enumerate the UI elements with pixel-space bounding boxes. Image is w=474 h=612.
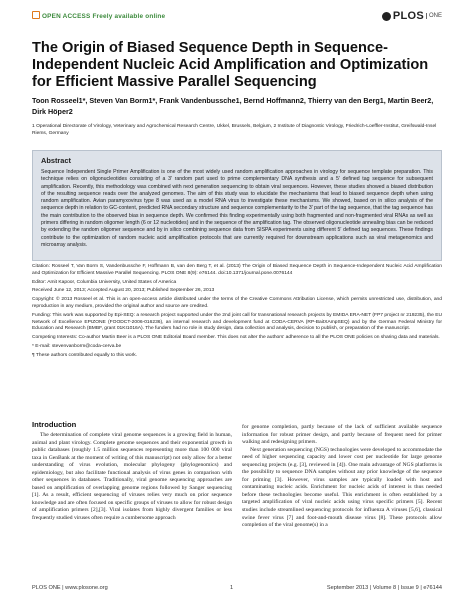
introduction-heading: Introduction	[32, 420, 77, 429]
article-title: The Origin of Biased Sequence Depth in Sequence-Independent Nucleic Acid Amplification and Optimization for Efficient Massive Parallel Sequencing	[32, 40, 429, 90]
introduction-left-column	[32, 432, 232, 523]
footer-issue: September 2013 | Volume 8 | Issue 9 | e76144	[326, 585, 442, 591]
competing-interests: Competing Interests: Co-author Martin Beer is a PLOS ONE Editorial Board member. This does not alter the authors' adherence to all the PLOS ONE policies on sharing data and materials.	[32, 335, 440, 341]
affiliations: 1 Operational Directorate of Virology, Veterinary and Agrochemical Research Centre, Ukkel, Brussels, Belgium, 2 Institute of Diagnostic Virology, Friedrich-Loeffler-Institut, Greifswald-Insel Riems, Germany	[32, 124, 437, 137]
intro-paragraph-2: Next generation sequencing (NGS) technologies were developed to accommodate the need of higher sequencing capacity and lower cost per nucleotide for large genome sequencing projects (e.g. [3], reviewed in [4]). One main advantage of NGS platforms is the possibility to sequence DNA samples without any prior knowledge of the sequence for priming [3]. However, virus samples are typically loaded with host and contaminating nucleic acids. Enrichment for nucleic acids of interest is thus needed before these technologies become useful. This enrichment is often established by a targeted amplification of viral nucleic acids using virus specific primers [5]. Recent studies include streamlined sequencing protocols for influenza A viruses [5,6], classical swine fever virus [7] and foot-and-mouth disease virus [8]. These protocols allow completion of the viral genome(s) in a	[242, 446, 442, 529]
editor: Editor: Amit Kapoor, Columbia University, United States of America	[32, 279, 177, 285]
citation: Citation: Rosseel T, Van Borm S, Vandenbussche F, Hoffmann B, van den Berg T, et al. (2013) The Origin of Biased Sequence Depth in Sequence-Independent Nucleic Acid Amplification and Optimization for Efficient Massive Parallel Sequencing. PLOS ONE 8(9): e76144. doi:10.1371/journal.pone.0076144	[32, 264, 442, 276]
plos-logo-sub: ONE	[426, 13, 442, 19]
corresponding-email[interactable]: * E-mail: stevenvanborm@coda-cerva.be	[32, 343, 122, 349]
dates: Received June 12, 2013; Accepted August 20, 2013; Published September 26, 2013	[32, 288, 215, 294]
open-access-lock-icon	[32, 11, 40, 19]
plos-one-logo	[382, 10, 442, 22]
abstract-box	[32, 150, 442, 261]
open-access-banner	[32, 11, 165, 20]
equal-contribution-note: ¶ These authors contributed equally to this work.	[32, 352, 138, 358]
plos-logo-word: PLOS	[392, 10, 424, 22]
author-list: Toon Rosseel1*, Steven Van Borm1*, Frank Vandenbussche1, Bernd Hoffmann2, Thierry van den Berg1, Martin Beer2, Dirk Höper2	[32, 96, 434, 116]
plos-logo-icon	[382, 12, 391, 21]
introduction-right-column	[242, 424, 442, 530]
abstract-heading: Abstract	[41, 156, 71, 165]
article-metadata	[32, 264, 442, 362]
intro-paragraph-1-cont: for genome completion, partly because of the lack of sufficient available sequence information for robust primer design, and partly because of frequent need for primer walking and redesigning primers.	[242, 424, 442, 446]
page-footer	[32, 585, 442, 595]
funding: Funding: This work was supported by Epi-SEQ: a research project supported under the 2nd joint call for transnational research projects by EMIDA ERA-NET (FP7 project nr 219235), the EU Network of Excellence EPIZONE (FOODCT-2006-016236), an internal research and development fund at CODA-CERVA (RP-BaitXAmpSEQ) and by the German Federal Ministry for Education and Research (BMBF, grant 01KI1016A). The funders had no role in study design, data collection and analysis, decision to publish, or preparation of the manuscript.	[32, 312, 442, 332]
open-access-text: OPEN ACCESS Freely available online	[42, 13, 166, 20]
footer-journal[interactable]: PLOS ONE | www.plosone.org	[32, 585, 108, 591]
footer-page-number: 1	[230, 585, 234, 591]
intro-paragraph-1: The determination of complete viral genome sequences is a growing field in human, animal and plant virology. Complete genome sequences and their exponential growth in public databases (roughly 1.5 million sequences representing more than 100 000 viral taxa in GenBank at the moment of writing of this manuscript) not only allow for a better understanding of virus evolution, molecular phylogeny (phylogenomics) and epidemiology, but also facilitate functional analysis of virus genes in comparison with other sequences in databases. Traditionally, viral genome sequencing approaches are based on amplification of overlapping genome regions followed by Sanger sequencing [1]. As a result, efficient sequencing of viruses relies very much on prior sequence knowledge and are often focused on specific groups of viruses to allow for robust design of amplification primers [2],[3]. Viral isolates from highly divergent families or less frequently studied viruses often require a cumbersome approach	[32, 432, 232, 522]
abstract-text: Sequence Independent Single Primer Amplification is one of the most widely used random amplification approaches in virology for sequence template preparation. This technique relies on oligonucleotides consisting of a 3′ random part used to prime complementary DNA synthesis and a 5′ defined tag sequence for subsequent amplification. Recently, this methodology was combined with next generation sequencing to obtain viral sequences. However, these studies showed a biased distribution of the resulting sequence reads over the analyzed genomes. The aim of this study was to elucidate the mechanisms that lead to biased sequence depth when using random amplification. Avian paramyxovirus type 8 was used as a model RNA virus to investigate these mechanisms. We showed, based on in silico analysis of the sequence depth in relation to GC-content, predicted RNA secondary structure and sequence complementarity to the 3′ part of the tag sequence, that the tag sequence has the main contribution to the observed bias in sequence depth. We confirmed this finding experimentally using both fragmented and non-fragmented viral RNAs as well as primers differing in random oligomer length (6 or 12 nucleotides) and in the sequence of the amplification tag. The observed oligonucleotide annealing bias can be reduced by extending the random oligomer sequence and by in silico combining sequence data from SISPA experiments using different 5′ defined tag sequences. These findings contribute to the optimization of random nucleic acid amplification protocols that are currently required for downstream applications such as viral metagenomics and microarray analysis.	[41, 169, 433, 248]
page-header	[32, 10, 442, 24]
copyright: Copyright: © 2013 Rosseel et al. This is an open-access article distributed under the terms of the Creative Commons Attribution License, which permits unrestricted use, distribution, and reproduction in any medium, provided the original author and source are credited.	[32, 297, 442, 309]
